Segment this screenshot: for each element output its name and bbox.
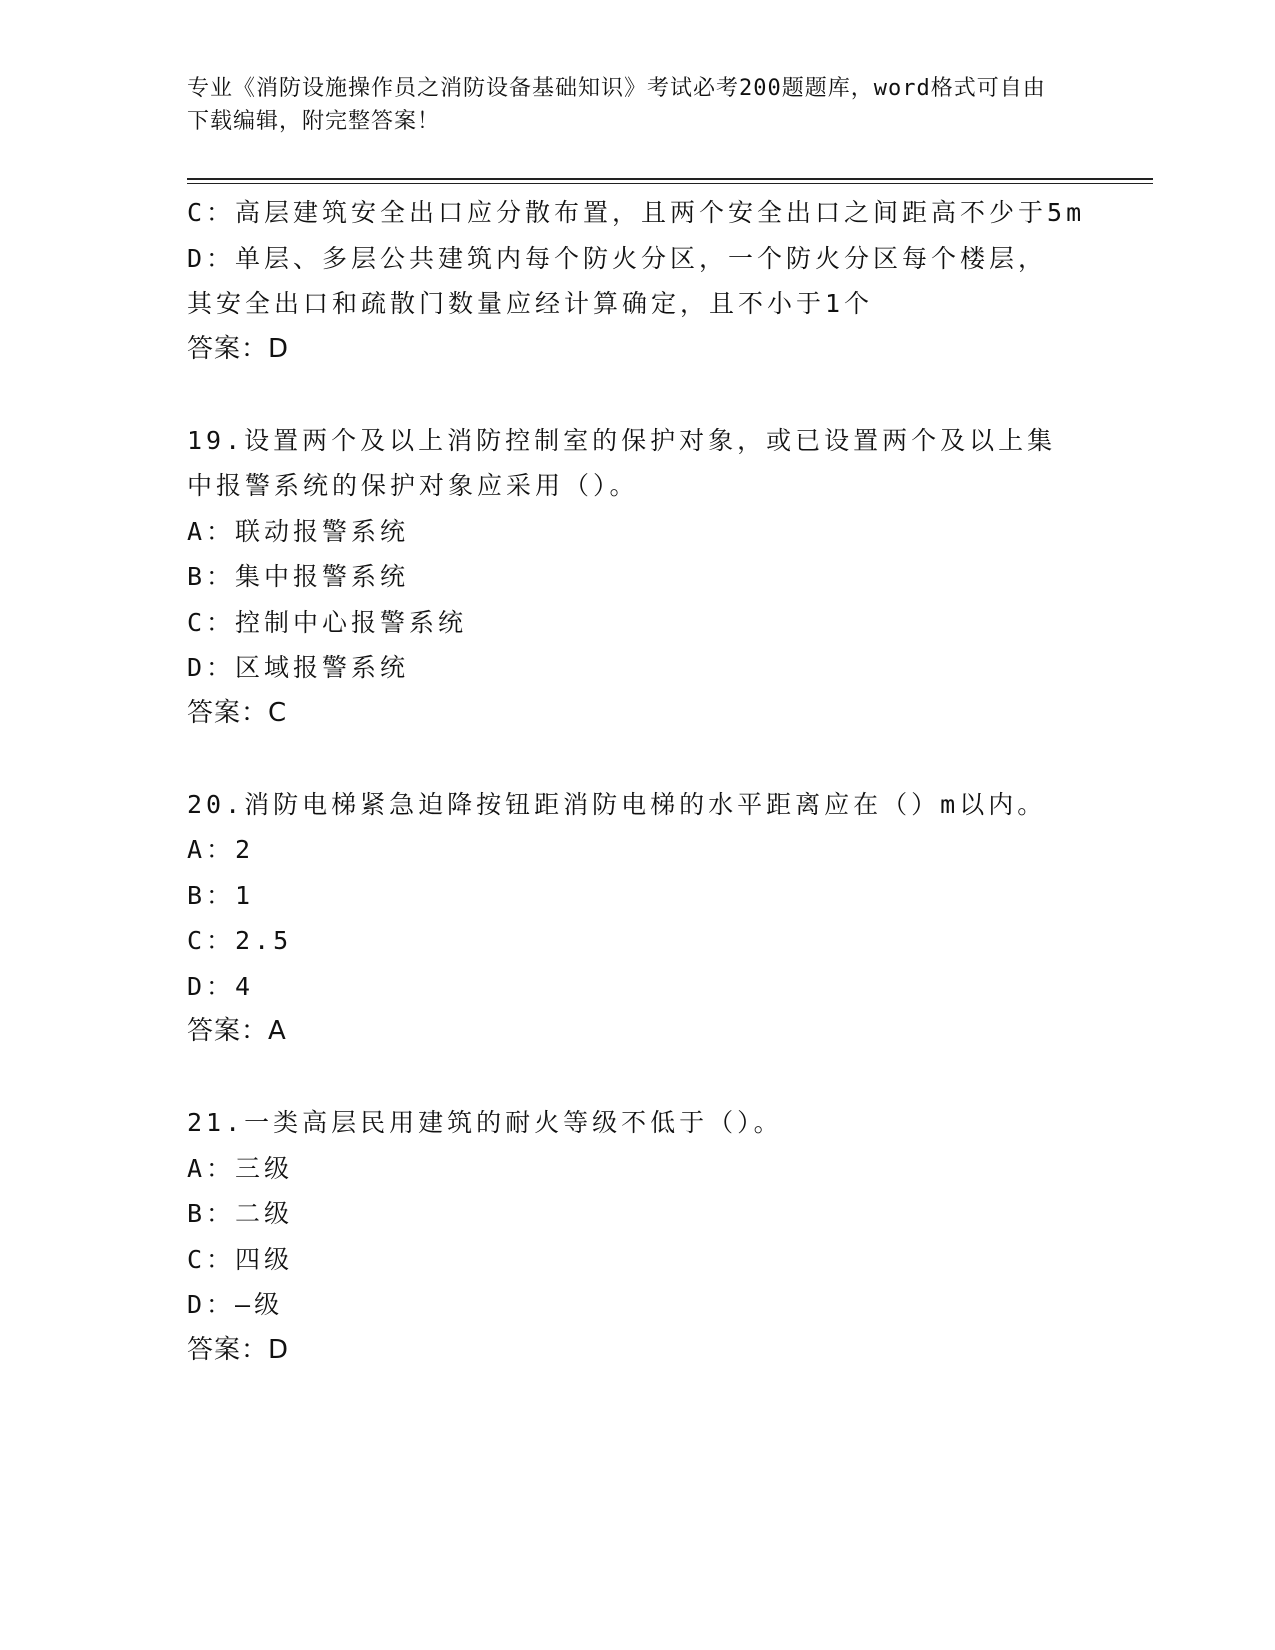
question-text: 19.设置两个及以上消防控制室的保护对象，或已设置两个及以上集中报警系统的保护对象应采用（）。 <box>187 425 1057 500</box>
option-d: D：—级 <box>187 1290 284 1319</box>
answer: 答案：C <box>187 697 288 728</box>
document-header: 专业《消防设施操作员之消防设备基础知识》考试必考200题题库，word格式可自由下载编辑，附完整答案！ <box>187 76 1046 134</box>
question-18-fragment <box>187 190 1087 372</box>
question-spacer <box>187 1055 1087 1101</box>
option-d: D：4 <box>187 971 255 1001</box>
option-c: C：控制中心报警系统 <box>187 607 468 637</box>
option-b: B：二级 <box>187 1199 294 1228</box>
option-a: A：联动报警系统 <box>187 516 410 546</box>
question-19 <box>187 418 1087 737</box>
question-text: 21.一类高层民用建筑的耐火等级不低于（）。 <box>187 1108 783 1137</box>
option-c: C：2.5 <box>187 926 293 955</box>
question-text: 20.消防电梯紧急迫降按钮距消防电梯的水平距离应在（）m以内。 <box>187 789 1047 819</box>
answer: 答案：D <box>187 1334 290 1365</box>
option-c: C：高层建筑安全出口应分散布置，且两个安全出口之间距高不少于5m <box>187 198 1086 227</box>
answer: 答案：D <box>187 333 290 364</box>
option-d: D：区域报警系统 <box>187 653 410 682</box>
answer: 答案：A <box>187 1016 287 1046</box>
option-a: A：2 <box>187 835 255 864</box>
option-b: B：1 <box>187 880 255 910</box>
option-a: A：三级 <box>187 1153 294 1183</box>
question-20 <box>187 782 1087 1055</box>
option-b: B：集中报警系统 <box>187 562 410 591</box>
option-d: D：单层、多层公共建筑内每个防火分区，一个防火分区每个楼层，其安全出口和疏散门数量应经计算确定，且不小于1个 <box>187 243 1048 318</box>
question-21 <box>187 1100 1087 1373</box>
question-spacer <box>187 736 1087 782</box>
option-c: C：四级 <box>187 1244 294 1274</box>
question-spacer <box>187 372 1087 418</box>
header-divider-thick <box>187 178 1153 180</box>
header-divider-thin <box>187 183 1153 184</box>
question-list <box>187 190 1087 1373</box>
